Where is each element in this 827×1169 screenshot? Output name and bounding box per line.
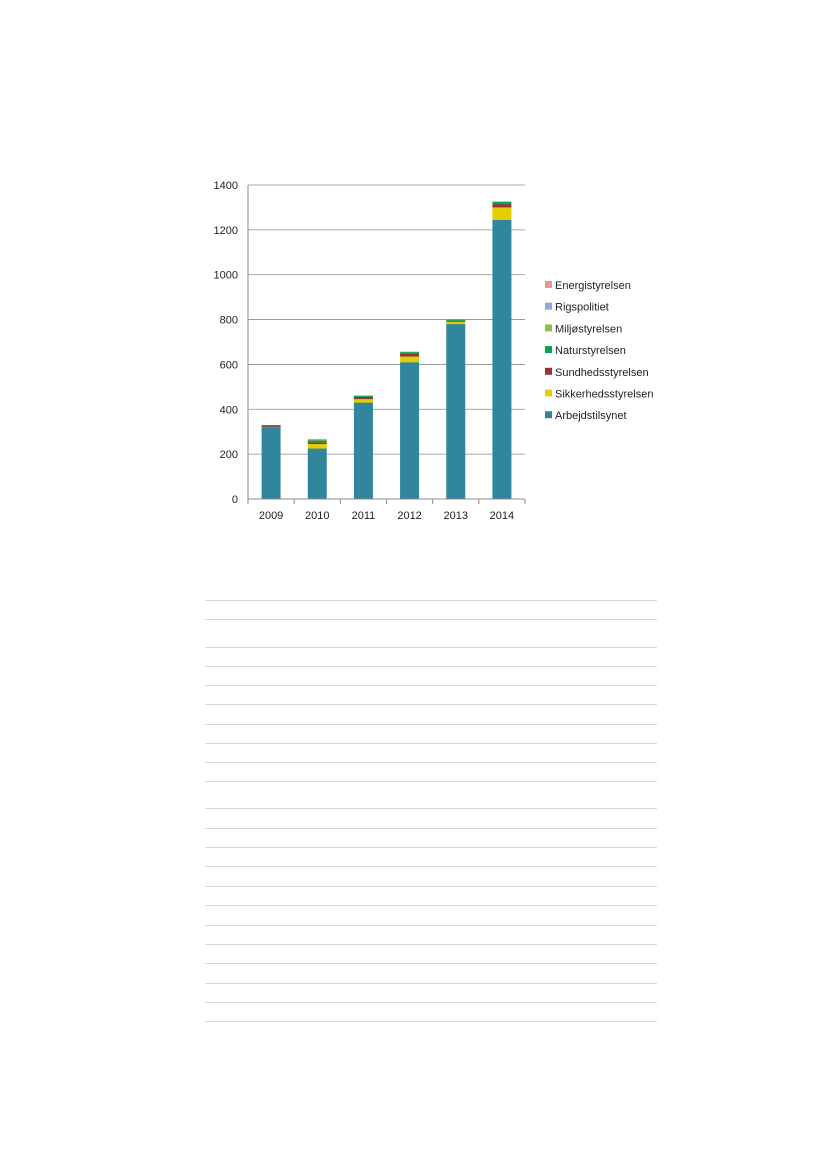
- ruled-line: [205, 685, 657, 686]
- ruled-line: [205, 619, 657, 620]
- y-tick-label: 1000: [213, 269, 238, 282]
- x-tick-label: 2013: [443, 510, 468, 522]
- y-tick-label: 800: [219, 314, 238, 327]
- bar-segment: [492, 220, 511, 499]
- legend-label: Arbejdstilsynet: [555, 410, 627, 423]
- legend-swatch: [545, 411, 552, 418]
- legend-swatch: [545, 303, 552, 310]
- ruled-line: [205, 666, 657, 667]
- ruled-line: [205, 1002, 657, 1003]
- bar-segment: [308, 442, 327, 444]
- bar-segment: [400, 353, 419, 356]
- x-tick-label: 2012: [397, 510, 422, 522]
- bar-segment: [446, 319, 465, 320]
- bar-segment: [354, 403, 373, 499]
- bar-segment: [308, 449, 327, 499]
- bar-segment: [492, 207, 511, 219]
- bar-segment: [400, 352, 419, 353]
- ruled-line: [205, 925, 657, 926]
- y-tick-label: 400: [219, 404, 238, 417]
- legend-label: Sikkerhedsstyrelsen: [555, 388, 654, 401]
- bar-segment: [446, 320, 465, 321]
- ruled-line: [205, 724, 657, 725]
- ruled-line: [205, 647, 657, 648]
- legend-label: Rigspolitiet: [555, 301, 609, 314]
- bar-segment: [262, 427, 281, 499]
- ruled-line: [205, 983, 657, 984]
- ruled-line: [205, 963, 657, 964]
- bar-segment: [308, 439, 327, 440]
- x-tick-label: 2010: [305, 510, 330, 522]
- y-tick-label: 600: [219, 359, 238, 372]
- bar-segment: [446, 321, 465, 322]
- y-tick-label: 1200: [213, 224, 238, 237]
- x-tick-label: 2011: [351, 510, 376, 522]
- ruled-line: [205, 847, 657, 848]
- bar-segment: [262, 425, 281, 426]
- bar-segment: [262, 426, 281, 427]
- bar-segment: [446, 322, 465, 324]
- bar-segment: [400, 357, 419, 363]
- legend-label: Naturstyrelsen: [555, 345, 626, 358]
- bar-segment: [308, 440, 327, 441]
- bar-segment: [354, 395, 373, 396]
- bar-segment: [492, 202, 511, 204]
- bar-segment: [308, 444, 327, 448]
- bar-segment: [492, 201, 511, 202]
- ruled-line: [205, 886, 657, 887]
- ruled-line: [205, 828, 657, 829]
- legend-swatch: [545, 390, 552, 397]
- ruled-line: [205, 808, 657, 809]
- ruled-line: [205, 762, 657, 763]
- x-tick-label: 2009: [258, 510, 284, 522]
- ruled-line: [205, 866, 657, 867]
- bar-segment: [400, 362, 419, 499]
- bar-segment: [492, 204, 511, 207]
- legend-label: Sundhedsstyrelsen: [555, 366, 649, 379]
- y-tick-label: 1400: [213, 180, 238, 192]
- bar-segment: [400, 352, 419, 353]
- ruled-line: [205, 704, 657, 705]
- bar-segment: [354, 396, 373, 397]
- y-tick-label: 200: [219, 449, 238, 462]
- bar-segment: [354, 399, 373, 402]
- y-tick-label: 0: [231, 494, 238, 506]
- legend: [545, 280, 653, 422]
- bar-segment: [354, 397, 373, 399]
- legend-swatch: [545, 324, 552, 331]
- bar-segment: [308, 440, 327, 442]
- bar-segment: [446, 324, 465, 499]
- bar-segment: [308, 439, 327, 440]
- ruled-line: [205, 743, 657, 744]
- legend-label: Energistyrelsen: [555, 280, 631, 292]
- legend-swatch: [545, 346, 552, 353]
- ruled-line: [205, 781, 657, 782]
- ruled-line: [205, 944, 657, 945]
- ruled-line: [205, 1021, 657, 1022]
- legend-swatch: [545, 368, 552, 375]
- ruled-line: [205, 905, 657, 906]
- x-tick-label: 2014: [489, 510, 515, 522]
- legend-label: Miljøstyrelsen: [555, 323, 623, 336]
- gridlines: [248, 185, 525, 454]
- ruled-line: [205, 600, 657, 601]
- legend-swatch: [545, 281, 552, 288]
